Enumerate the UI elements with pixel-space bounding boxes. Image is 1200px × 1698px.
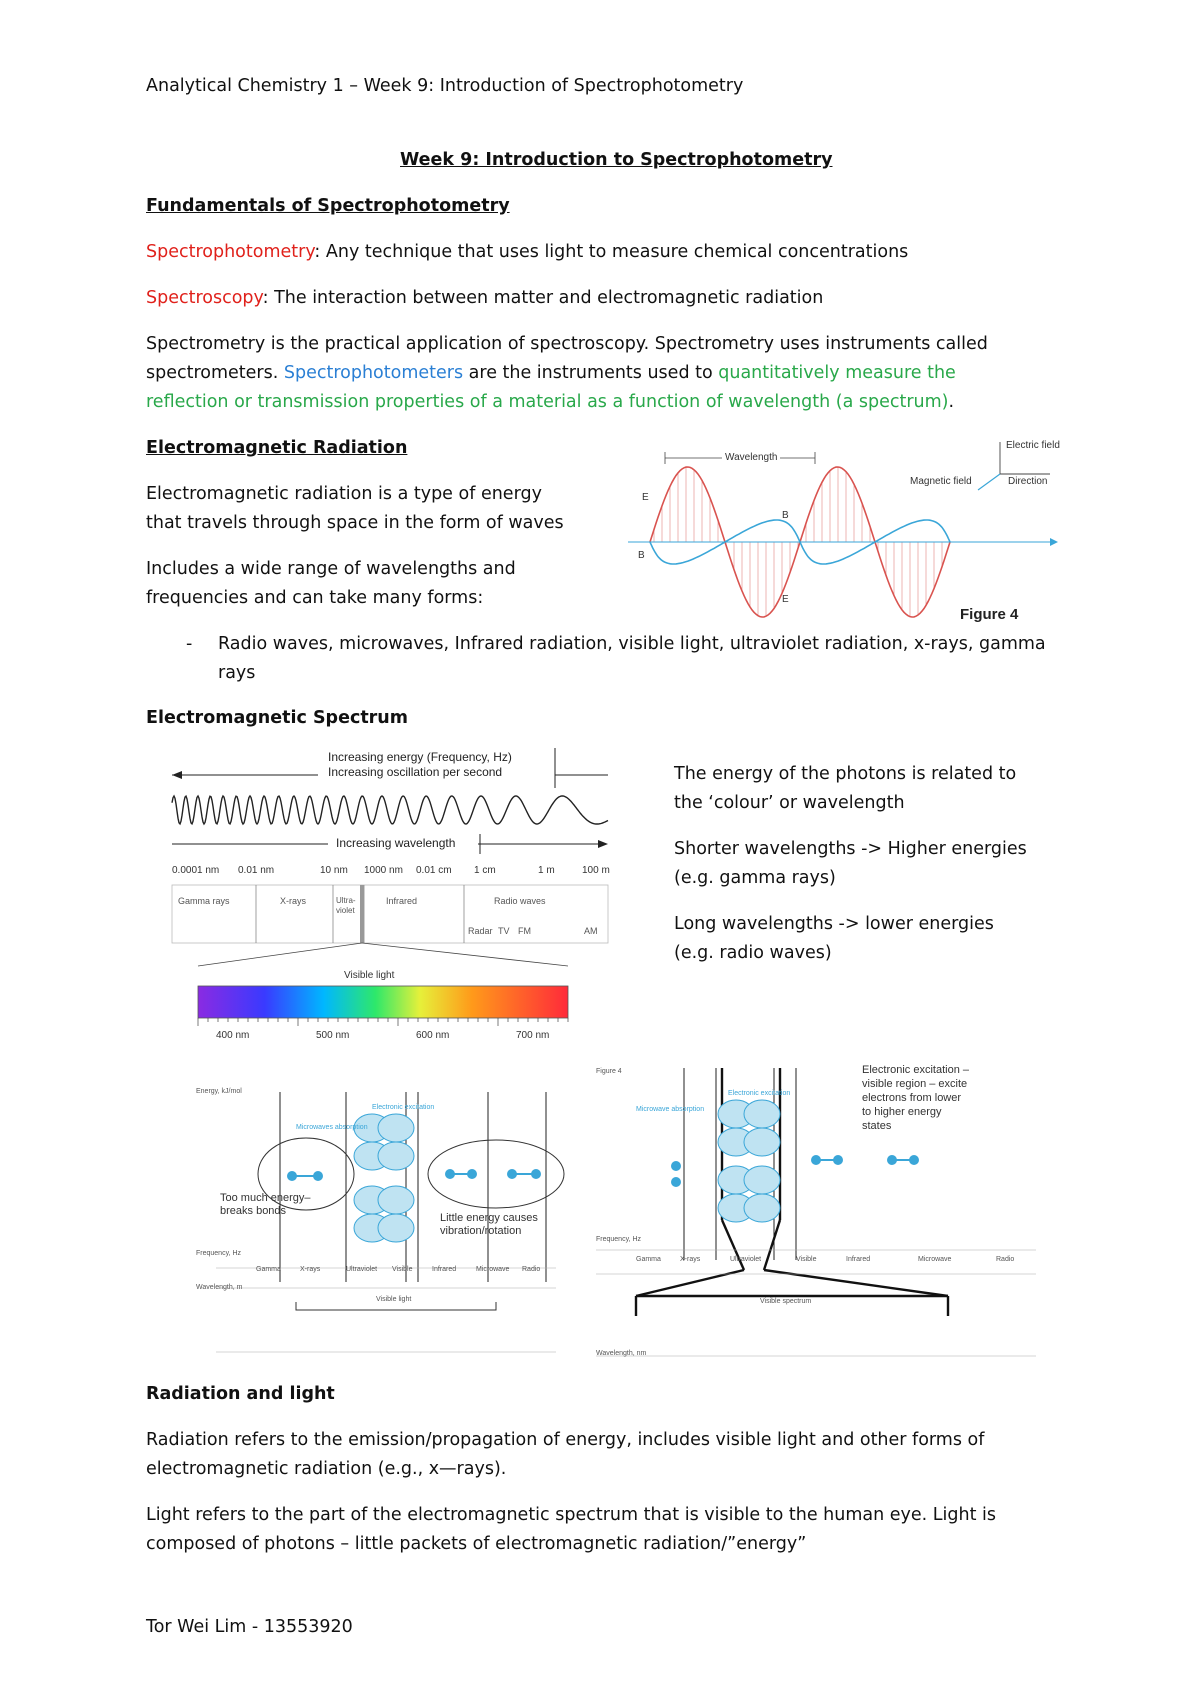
highlight-text: reflection or transmission properties of a material as a function of wavelength (a spectrum) (146, 392, 949, 412)
footer-author: Tor Wei Lim - 13553920 (146, 1617, 353, 1637)
bullet-dash: - (186, 634, 193, 654)
paragraph-line: Light refers to the part of the electromagnetic spectrum that is visible to the human eye. Light is (146, 1505, 996, 1525)
paragraph-line: (e.g. radio waves) (674, 943, 832, 963)
excitation-text: electrons from lower (862, 1092, 962, 1104)
wavelength-arrowhead (598, 840, 608, 848)
zoom-line (198, 943, 362, 966)
visible-caption: Visible spectrum (760, 1298, 812, 1305)
visible-tick-label: 400 nm (216, 1030, 250, 1041)
absorption-note: Microwave absorption (636, 1106, 705, 1113)
definition-text: : The interaction between matter and electromagnetic radiation (262, 288, 824, 308)
zoom-line (362, 943, 568, 966)
band-label: Microwave (476, 1266, 510, 1273)
page-title: Week 9: Introduction to Spectrophotometry (400, 150, 833, 170)
electronic-note: Electronic excitation (372, 1104, 435, 1111)
term-spectrophotometry: Spectrophotometry (146, 242, 315, 262)
frequency-axis-label: Frequency, Hz (196, 1250, 241, 1257)
term-spectroscopy: Spectroscopy (146, 288, 263, 308)
wavelength-axis-label: Wavelength, nm (596, 1350, 647, 1357)
bullet-text: Radio waves, microwaves, Infrared radiation, visible light, ultraviolet radiation, x-rays, gamma (218, 634, 1046, 654)
paragraph-line: Shorter wavelengths -> Higher energies (674, 839, 1027, 859)
paragraph-line (146, 388, 954, 417)
paragraph-line (146, 359, 956, 388)
frequency-axis-label: Frequency, Hz (596, 1236, 641, 1243)
region-label: X-rays (280, 896, 307, 906)
radio-sub-label: AM (584, 926, 598, 936)
region-box (172, 885, 608, 943)
region-label: Radio waves (494, 896, 546, 906)
paragraph-line: Electromagnetic radiation is a type of energy (146, 484, 542, 504)
electronic-note: Electronic excitation (728, 1090, 791, 1097)
direction-label: Direction (1008, 476, 1048, 487)
electric-field-label: Electric field (1006, 440, 1060, 451)
e-label: E (642, 492, 649, 503)
scale-tick: 0.0001 nm (172, 865, 220, 876)
paragraph-line: Spectrometry is the practical application of spectroscopy. Spectrometry uses instruments called (146, 334, 988, 354)
text-run: . (948, 392, 955, 412)
paragraph-line: that travels through space in the form of waves (146, 513, 564, 533)
visible-light-label: Visible light (344, 970, 395, 981)
band-label: Visible (796, 1256, 817, 1263)
region-label: Gamma rays (178, 896, 230, 906)
excitation-text: to higher energy (862, 1106, 942, 1118)
microwave-note: Microwaves absorption (296, 1124, 368, 1131)
band-label: Radio (996, 1256, 1015, 1263)
little-energy-text: Little energy causes (440, 1212, 538, 1224)
heading-fundamentals: Fundamentals of Spectrophotometry (146, 196, 510, 216)
too-much-energy-text: Too much energy– (220, 1192, 311, 1204)
excitation-text: visible region – excite (862, 1078, 968, 1090)
scale-tick: 10 nm (320, 865, 348, 876)
paragraph-line: the ‘colour’ or wavelength (674, 793, 905, 813)
magnetic-field-label: Magnetic field (910, 476, 972, 487)
visible-tick-label: 500 nm (316, 1030, 350, 1041)
heading-em-radiation: Electromagnetic Radiation (146, 438, 408, 458)
band-label: Ultraviolet (730, 1256, 762, 1263)
wavelength-label: Wavelength (722, 452, 780, 463)
wavelength-axis-label: Wavelength, m (196, 1284, 243, 1291)
little-energy-text: vibration/rotation (440, 1225, 522, 1237)
definition-text: : Any technique that uses light to measure chemical concentrations (314, 242, 909, 262)
band-label: X-rays (680, 1256, 701, 1263)
term-spectrophotometers: Spectrophotometers (283, 363, 464, 383)
band-label: Infrared (846, 1256, 871, 1263)
too-much-energy-text: breaks bonds (220, 1205, 287, 1217)
paragraph-line: electromagnetic radiation (e.g., x—rays). (146, 1459, 507, 1479)
highlight-text: quantitatively measure the (718, 363, 956, 383)
radio-sub-label: Radar (468, 926, 493, 936)
visible-ticks (198, 1018, 568, 1026)
paragraph-line: Includes a wide range of wavelengths and (146, 559, 516, 579)
em-wave-drawing (610, 432, 1060, 632)
running-header: Analytical Chemistry 1 – Week 9: Introduction of Spectrophotometry (146, 76, 744, 96)
b-label: B (782, 510, 789, 521)
energy-diagram-right (596, 1060, 1036, 1370)
paragraph-line: Long wavelengths -> lower energies (674, 914, 994, 934)
energy-label: Increasing energy (Frequency, Hz) (328, 750, 512, 764)
band-label: Gamma (636, 1256, 661, 1263)
paragraph-line: frequencies and can take many forms: (146, 588, 484, 608)
band-label: Infrared (432, 1266, 457, 1273)
radio-sub-label: TV (498, 926, 510, 936)
bullet-text: rays (218, 663, 256, 683)
band-label: Ultraviolet (346, 1266, 378, 1273)
em-wave-figure (610, 432, 1060, 632)
band-label: Gamma (256, 1266, 281, 1273)
text-run: spectrometers. (146, 363, 284, 383)
visible-tick-label: 700 nm (516, 1030, 550, 1041)
paragraph-line: (e.g. gamma rays) (674, 868, 836, 888)
oscillation-wave (172, 796, 608, 824)
figure-label: Figure 4 (960, 606, 1019, 623)
increasing-wavelength-label: Increasing wavelength (336, 836, 456, 850)
heading-radiation-light: Radiation and light (146, 1384, 335, 1404)
definition-spectroscopy (146, 284, 823, 313)
axis-magnetic (978, 474, 1000, 490)
heading-em-spectrum: Electromagnetic Spectrum (146, 708, 409, 728)
visible-caption: Visible light (376, 1296, 412, 1303)
region-label: Infrared (386, 896, 418, 906)
paragraph-line: Radiation refers to the emission/propagation of energy, includes visible light and other forms of (146, 1430, 985, 1450)
energy-arrowhead (172, 771, 182, 779)
axis-arrowhead (1050, 538, 1058, 546)
region-label: Ultra-violet (336, 896, 356, 915)
visible-tick-label: 600 nm (416, 1030, 450, 1041)
oscillation-label: Increasing oscillation per second (328, 765, 503, 779)
scale-tick: 0.01 nm (238, 865, 275, 876)
scale-tick: 100 m (582, 865, 610, 876)
radio-sub-label: FM (518, 926, 531, 936)
visible-spectrum-bar (198, 986, 568, 1018)
scale-tick: 0.01 cm (416, 865, 452, 876)
excitation-text: Electronic excitation – (862, 1064, 969, 1076)
excitation-text: states (862, 1120, 892, 1132)
energy-axis-label: Energy, kJ/mol (196, 1088, 242, 1095)
definition-spectrophotometry (146, 238, 908, 267)
band-label: X-rays (300, 1266, 321, 1273)
visible-band-marker (360, 885, 364, 943)
text-run: are the instruments used to (463, 363, 719, 383)
paragraph-line: The energy of the photons is related to (674, 764, 1017, 784)
b-label: B (638, 550, 645, 561)
scale-tick: 1 m (538, 865, 555, 876)
band-label: Visible (392, 1266, 413, 1273)
paragraph-line: composed of photons – little packets of electromagnetic radiation/”energy” (146, 1534, 807, 1554)
scale-tick: 1000 nm (364, 865, 403, 876)
em-spectrum-figure (168, 748, 614, 1048)
figure-label: Figure 4 (596, 1068, 622, 1075)
band-label: Microwave (918, 1256, 952, 1263)
band-label: Radio (522, 1266, 541, 1273)
e-label: E (782, 594, 789, 605)
scale-tick: 1 cm (474, 865, 496, 876)
energy-diagram-left (196, 1082, 566, 1364)
